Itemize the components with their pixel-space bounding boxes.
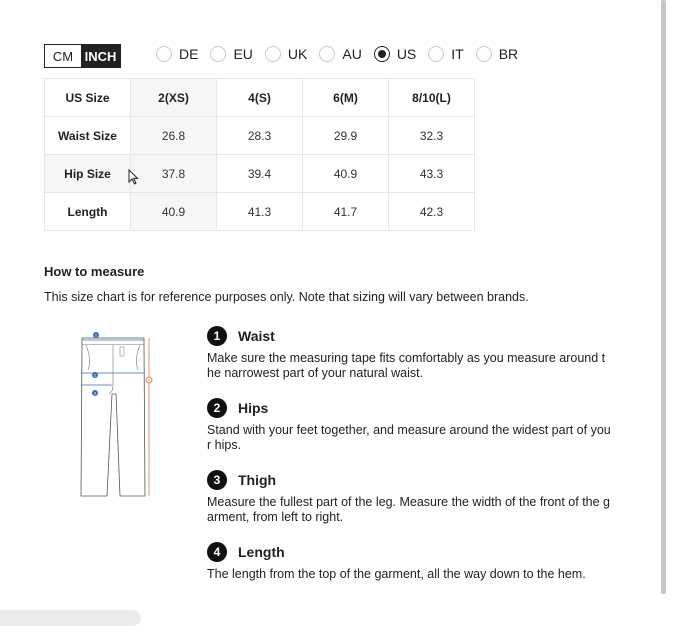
step-hips	[207, 397, 617, 453]
step-waist	[207, 325, 617, 381]
step-title: Thigh	[238, 472, 277, 488]
diagram-marker-label: 2	[93, 372, 97, 378]
region-option-eu[interactable]	[210, 46, 252, 62]
cm-unit-button[interactable]: CM	[45, 45, 81, 67]
horizontal-scrollbar[interactable]	[0, 610, 141, 626]
step-text: Stand with your feet together, and measure around the widest part of your hips.	[207, 423, 611, 452]
table-cell: 40.9	[303, 155, 389, 193]
region-label: US	[396, 46, 417, 62]
table-header-cell: 8/10(L)	[389, 79, 475, 117]
table-row	[45, 117, 475, 155]
diagram-marker-label: 3	[93, 390, 97, 396]
table-cell: 37.8	[131, 155, 217, 193]
step-number-badge: 2	[207, 398, 227, 418]
radio-checked-icon[interactable]	[374, 46, 390, 62]
table-header-cell: 2(XS)	[131, 79, 217, 117]
vertical-scrollbar[interactable]	[661, 0, 666, 594]
diagram-marker-label: 4	[147, 377, 151, 383]
region-option-us[interactable]	[374, 46, 416, 62]
table-cell: 29.9	[303, 117, 389, 155]
region-label: DE	[179, 46, 199, 62]
region-option-au[interactable]	[319, 46, 361, 62]
region-label: IT	[451, 46, 464, 62]
diagram-marker-label: 1	[94, 332, 98, 338]
table-row	[45, 155, 475, 193]
table-cell: 41.3	[217, 193, 303, 231]
step-length	[207, 541, 617, 582]
region-option-it[interactable]	[428, 46, 463, 62]
inch-unit-button[interactable]: INCH	[81, 45, 120, 67]
row-label: Hip Size	[45, 155, 131, 193]
step-title: Length	[238, 544, 285, 560]
how-to-measure-description: This size chart is for reference purposes only. Note that sizing will vary between brands.	[44, 290, 529, 304]
radio-icon[interactable]	[210, 46, 226, 62]
table-cell: 41.7	[303, 193, 389, 231]
table-cell: 42.3	[389, 193, 475, 231]
table-cell: 43.3	[389, 155, 475, 193]
table-header-cell: 6(M)	[303, 79, 389, 117]
size-chart-table	[44, 78, 475, 231]
step-title: Waist	[238, 328, 275, 344]
region-option-uk[interactable]	[265, 46, 307, 62]
table-cell: 28.3	[217, 117, 303, 155]
table-row	[45, 193, 475, 231]
radio-icon[interactable]	[265, 46, 281, 62]
radio-icon[interactable]	[428, 46, 444, 62]
table-header-cell: US Size	[45, 79, 131, 117]
step-text: Measure the fullest part of the leg. Measure the width of the front of the garment, from left to right.	[207, 495, 611, 524]
table-cell: 39.4	[217, 155, 303, 193]
radio-icon[interactable]	[156, 46, 172, 62]
step-text: The length from the top of the garment, all the way down to the hem.	[207, 567, 586, 581]
region-selector	[156, 46, 530, 62]
table-cell: 32.3	[389, 117, 475, 155]
region-label: AU	[342, 46, 362, 62]
region-option-br[interactable]	[476, 46, 518, 62]
table-cell: 40.9	[131, 193, 217, 231]
table-header-cell: 4(S)	[217, 79, 303, 117]
region-label: UK	[287, 46, 308, 62]
step-text: Make sure the measuring tape fits comfortably as you measure around the narrowest part of your natural waist.	[207, 351, 606, 380]
step-number-badge: 4	[207, 542, 227, 562]
radio-icon[interactable]	[476, 46, 492, 62]
row-label: Waist Size	[45, 117, 131, 155]
measure-steps	[207, 325, 617, 598]
region-option-de[interactable]	[156, 46, 198, 62]
how-to-measure-title: How to measure	[44, 264, 145, 279]
mouse-pointer-icon	[128, 169, 139, 185]
row-label: Length	[45, 193, 131, 231]
step-number-badge: 1	[207, 326, 227, 346]
step-thigh	[207, 469, 617, 525]
region-label: BR	[498, 46, 519, 62]
unit-toggle	[44, 44, 121, 68]
radio-icon[interactable]	[319, 46, 335, 62]
step-title: Hips	[238, 400, 269, 416]
step-number-badge: 3	[207, 470, 227, 490]
region-label: EU	[233, 46, 253, 62]
pants-diagram-icon	[78, 330, 158, 500]
table-header-row	[45, 79, 475, 117]
table-cell: 26.8	[131, 117, 217, 155]
